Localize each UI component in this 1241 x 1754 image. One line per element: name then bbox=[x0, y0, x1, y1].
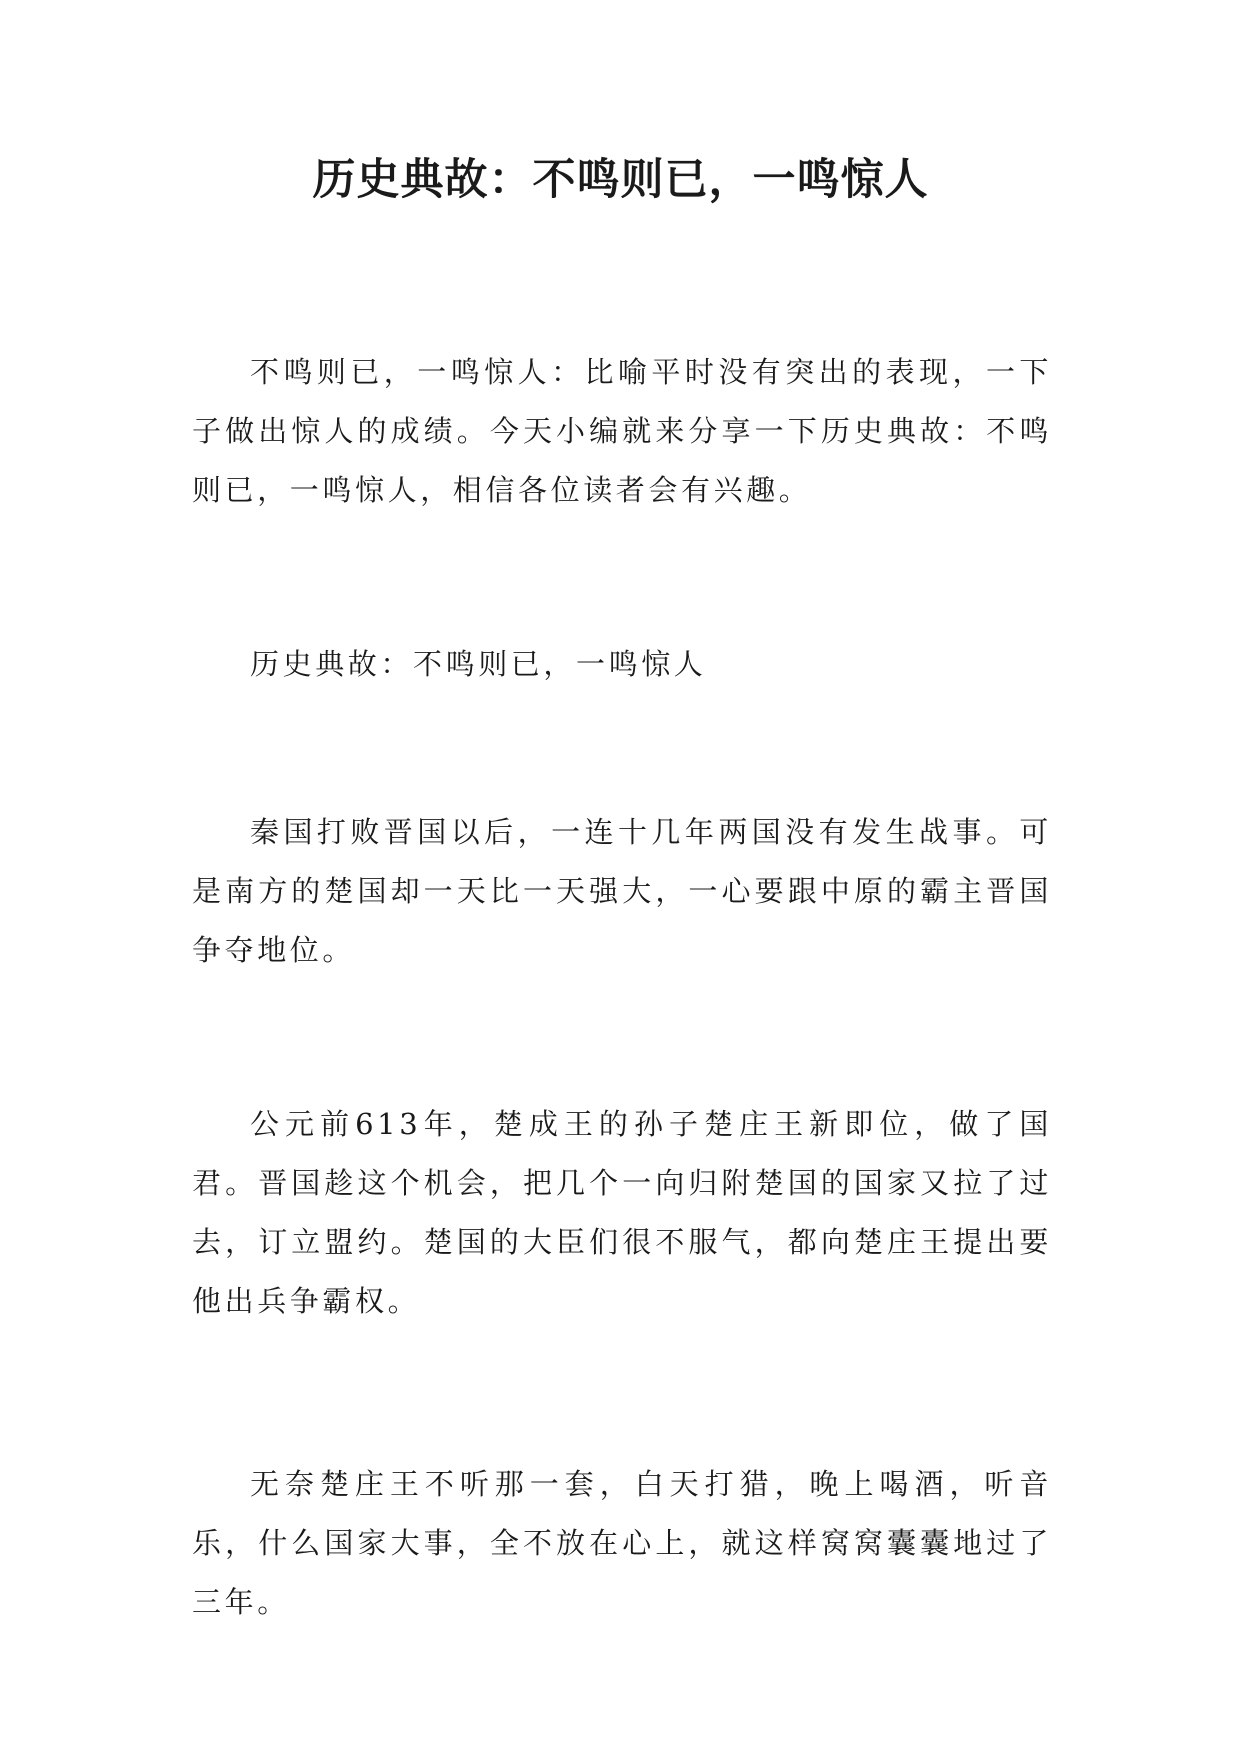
paragraph-intro: 不鸣则已，一鸣惊人：比喻平时没有突出的表现，一下子做出惊人的成绩。今天小编就来分享一下历史典故：不鸣则已，一鸣惊人，相信各位读者会有兴趣。 bbox=[192, 355, 1052, 507]
paragraph-three-years: 无奈楚庄王不听那一套，白天打猎，晚上喝酒，听音乐，什么国家大事，全不放在心上，就这样窝窝囊囊地过了三年。 bbox=[192, 1467, 1052, 1619]
paragraph-qin-jin: 秦国打败晋国以后，一连十几年两国没有发生战事。可是南方的楚国却一天比一天强大，一心要跟中原的霸主晋国争夺地位。 bbox=[192, 815, 1052, 967]
paragraph-chu-zhuang-wang: 公元前613年，楚成王的孙子楚庄王新即位，做了国君。晋国趁这个机会，把几个一向归附楚国的国家又拉了过去，订立盟约。楚国的大臣们很不服气，都向楚庄王提出要他出兵争霸权。 bbox=[192, 1107, 1052, 1318]
document-title: 历史典故：不鸣则已，一鸣惊人 bbox=[312, 155, 929, 205]
paragraph-subheading: 历史典故：不鸣则已，一鸣惊人 bbox=[250, 647, 707, 681]
